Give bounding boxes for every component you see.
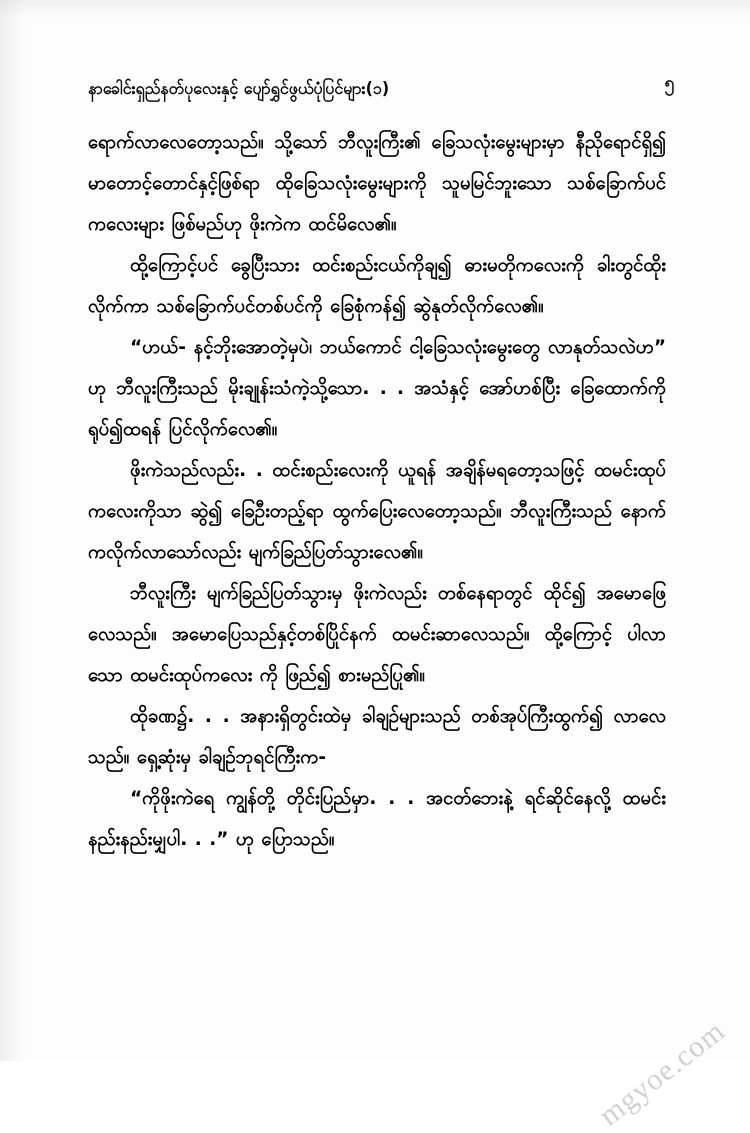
- paragraph: ဖိုးကဲသည်လည်း. . ထင်းစည်းလေးကို ယူရန် အချိန်မရတော့သဖြင့် ထမင်းထုပ်ကလေးကိုသာ ဆွဲ၍ ခြေဦးတည့်ရာ ထွက်ပြေးလေတော့သည်။ ဘီလူးကြီးသည် နောက်ကလိုက်လာသော်လည်း မျက်ခြည်ပြတ်သွားလေ၏။: [88, 460, 666, 563]
- paragraph: “ကိုဖိုးကဲရေ ကျွန်တို့ တိုင်းပြည်မှာ. . . အငတ်ဘေးနဲ့ ရင်ဆိုင်နေလို့ ထမင်းနည်းနည်းမျှပါ. . .” ဟု ပြောသည်။: [88, 788, 666, 850]
- page-edge-shadow-left: [0, 0, 26, 1061]
- paragraph: ဘီလူးကြီး မျက်ခြည်ပြတ်သွားမှ ဖိုးကဲလည်း တစ်နေရာတွင် ထိုင်၍ အမောဖြေလေသည်။ အမောပြေသည်နှင့်တစ်ပြိုင်နက် ထမင်းဆာလေသည်။ ထို့ကြောင့် ပါလာသော ထမင်းထုပ်ကလေး ကို ဖြည်၍ စားမည်ပြု၏။: [88, 583, 666, 686]
- page-header: [88, 72, 680, 99]
- paragraph: ထို့ကြောင့်ပင် ခွေပြီးသား ထင်းစည်းငယ်ကိုချ၍ ဓားမတိုကလေးကို ခါးတွင်ထိုးလိုက်ကာ သစ်ခြောက်ပင်တစ်ပင်ကို ခြေစုံကန်၍ ဆွဲနုတ်လိုက်လေ၏။: [88, 255, 666, 317]
- watermark: mgyoe.com: [593, 1014, 732, 1133]
- page-edge-shadow-top: [0, 0, 750, 18]
- paragraph: ရောက်လာလေတော့သည်။ သို့သော် ဘီလူးကြီး၏ ခြေသလုံးမွေးများမှာ နီညိုရောင်ရှိ၍ မာတောင့်တောင်နှင့်ဖြစ်ရာ ထိုခြေသလုံးမွေးများကို သူမမြင်ဘူးသော သစ်ခြောက်ပင်ကလေးများ ဖြစ်မည်ဟု ဖိုးကဲက ထင်မိလေ၏။: [88, 132, 666, 235]
- page-number: ၅: [664, 73, 674, 93]
- running-title: နာခေါင်းရှည်နတ်ပုလေးနှင့် ပျော်ရွှင်ဖွယ်ပုံပြင်များ(၁): [88, 79, 390, 99]
- paragraph: “ဟယ်- နင့်ဘိုးအောတဲ့မှပဲ၊ ဘယ်ကောင် ငါ့ခြေသလုံးမွေးတွေ လာနုတ်သလဲဟ” ဟု ဘီလူးကြီးသည် မိုးချုန်းသံကဲ့သို့သော. . . အသံနှင့် အော်ဟစ်ပြီး ခြေထောက်ကို ရုပ်၍ထရန် ပြင်လိုက်လေ၏။: [88, 337, 666, 440]
- body-text: [88, 122, 666, 860]
- paragraph: ထိုခဏ၌. . . အနားရှိတွင်းထဲမှ ခါချဉ်များသည် တစ်အုပ်ကြီးထွက်၍ လာလေသည်။ ရှေ့ဆုံးမှ ခါချဉ်ဘုရင်ကြီးက-: [88, 706, 666, 768]
